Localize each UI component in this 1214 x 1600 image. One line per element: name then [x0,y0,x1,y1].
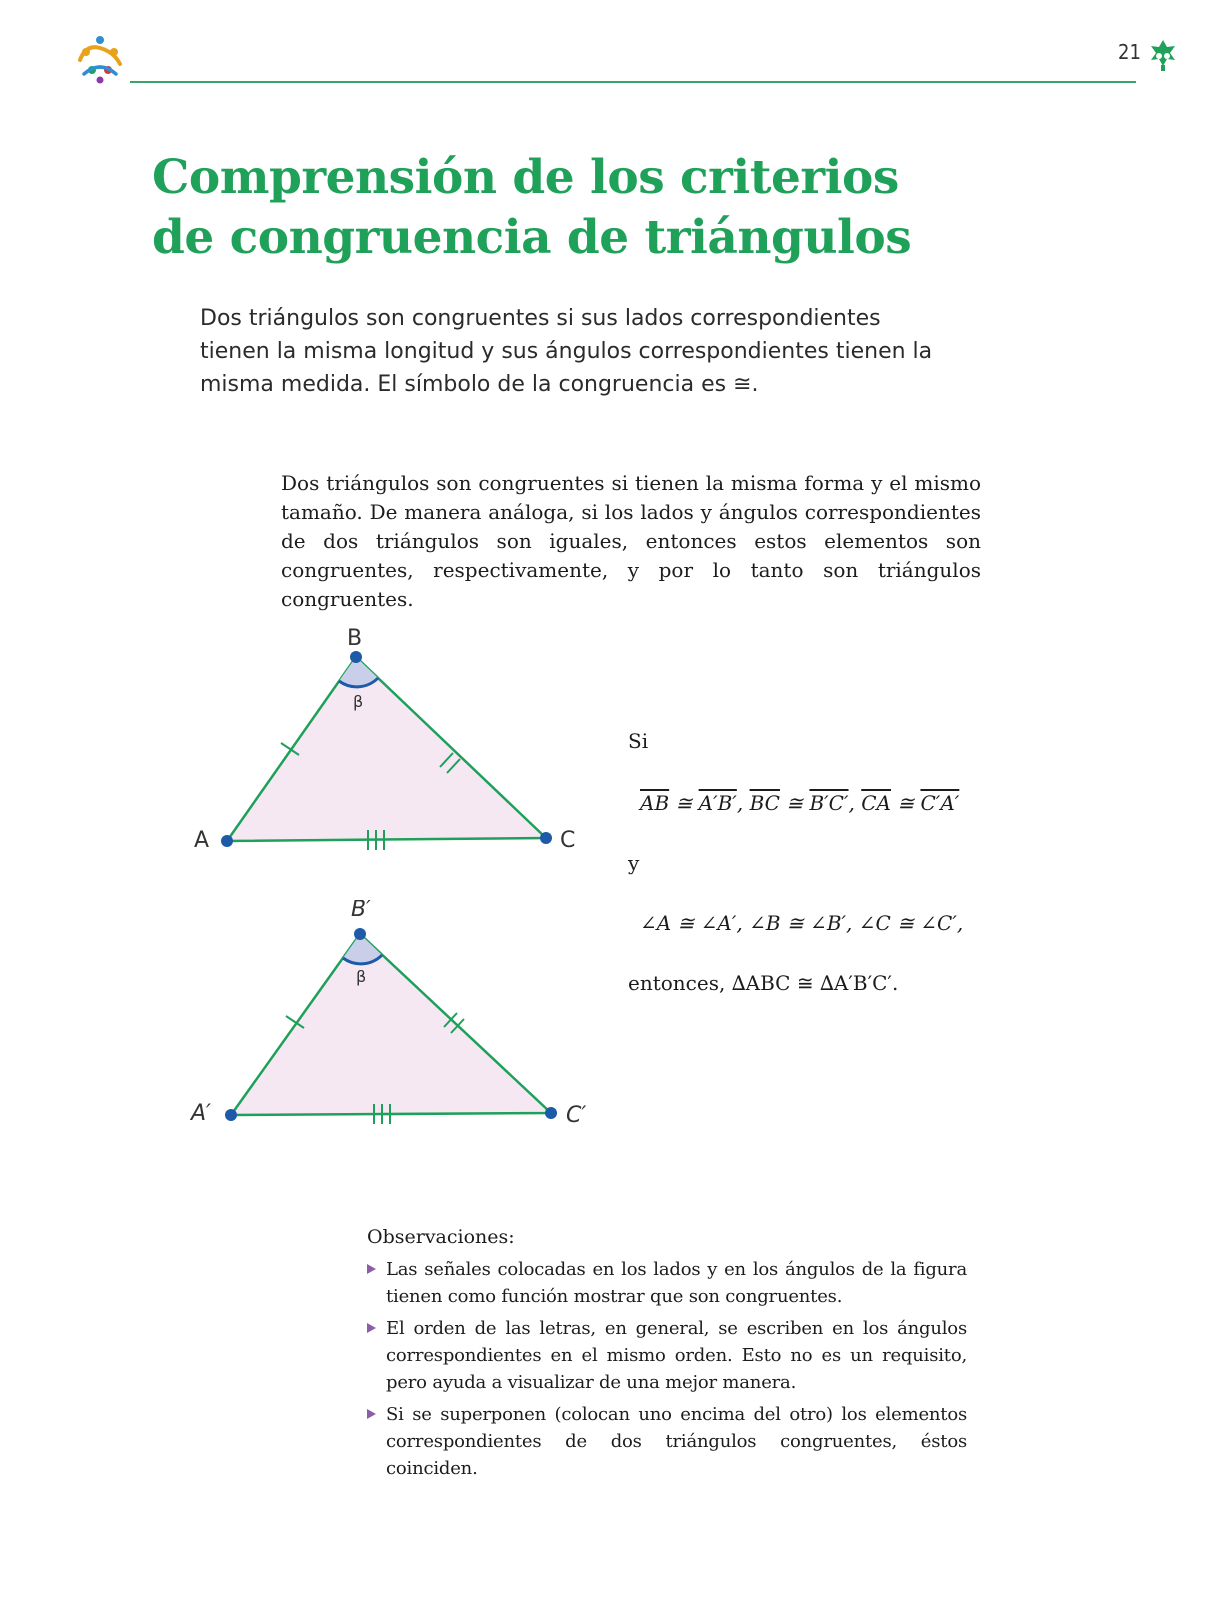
vertex-c-point [540,832,552,844]
page-number: 21 [1118,40,1141,64]
vertex-a-label: A [194,828,210,853]
observation-item: Las señales colocadas en los lados y en los ángulos de la figura tienen como función mostrar que son congruentes. [367,1256,967,1310]
header-rule [130,81,1136,83]
triangle-bullet-icon [367,1323,376,1333]
observation-item: El orden de las letras, en general, se escriben en los ángulos correspondientes en el mismo orden. Esto no es un requisito, pero ayuda a visualizar de una mejor manera. [367,1315,967,1396]
segment-c-prime-a-prime: C′A′ [920,791,960,815]
triangle-abc-figure [180,625,620,865]
vertex-b-prime-label: B′ [351,900,372,922]
page-title-line-2: de congruencia de triángulos [152,210,912,265]
statement-conclusion: entonces, ∆ABC ≅ ∆A′B′C′. [628,971,899,995]
triangle-abc-fill [227,657,546,841]
vertex-c-prime-label: C′ [566,1103,587,1128]
segment-b-prime-c-prime: B′C′ [809,791,849,815]
vertex-a-prime-label: A′ [191,1101,212,1126]
observations-list [367,1256,967,1487]
vertex-b-label: B [347,626,363,651]
intro-paragraph: Dos triángulos son congruentes si sus lados correspondientes tienen la misma longitud y sus ángulos correspondientes tienen la misma medida. El símbolo de la congruencia es ≅. [200,306,933,397]
observation-item: Si se superponen (colocan uno encima del otro) los elementos correspondientes de dos triángulos congruentes, éstos coinciden. [367,1401,967,1482]
triangle-bullet-icon [367,1409,376,1419]
triangle-bullet-icon [367,1264,376,1274]
angle-b-label: β [353,692,364,711]
vertex-a-point [221,835,233,847]
logo-icon [72,30,128,86]
green-emblem-icon [1148,38,1178,72]
vertex-b-point [350,651,362,663]
statement-sides: $\overline{AB}$ ≅ A′B′, $\overline{BC}$ ≅ B′C′, $\overline{CA}$ ≅ C′A′ [640,791,960,815]
page-title-line-1: Comprensión de los criterios [152,150,899,205]
observations-title: Observaciones: [367,1226,515,1248]
segment-ca: $\overline{CA}$ [861,791,891,815]
vertex-a-prime-point [225,1109,237,1121]
segment-a-prime-b-prime: A′B′ [698,791,737,815]
page-title [152,148,972,268]
definition-paragraph: Dos triángulos son congruentes si tienen la misma forma y el mismo tamaño. De manera análoga, si los lados y ángulos correspondientes de dos triángulos son iguales, entonces estos elementos son congruentes, respectivamente, y por lo tanto son triángulos congruentes. [281,471,981,611]
statement-angles: ∠A ≅ ∠A′, ∠B ≅ ∠B′, ∠C ≅ ∠C′, [640,911,964,935]
vertex-c-label: C [560,828,576,853]
angle-b-prime-label: β [356,967,367,986]
statement-y: y [628,851,640,875]
triangle-a-prime-fill [231,934,551,1115]
segment-ab: $\overline{AB}$ [640,791,670,815]
vertex-c-prime-point [545,1107,557,1119]
triangle-a-prime-figure [180,900,620,1150]
segment-bc: $\overline{BC}$ [749,791,780,815]
statement-si: Si [628,729,649,753]
vertex-b-prime-point [354,928,366,940]
